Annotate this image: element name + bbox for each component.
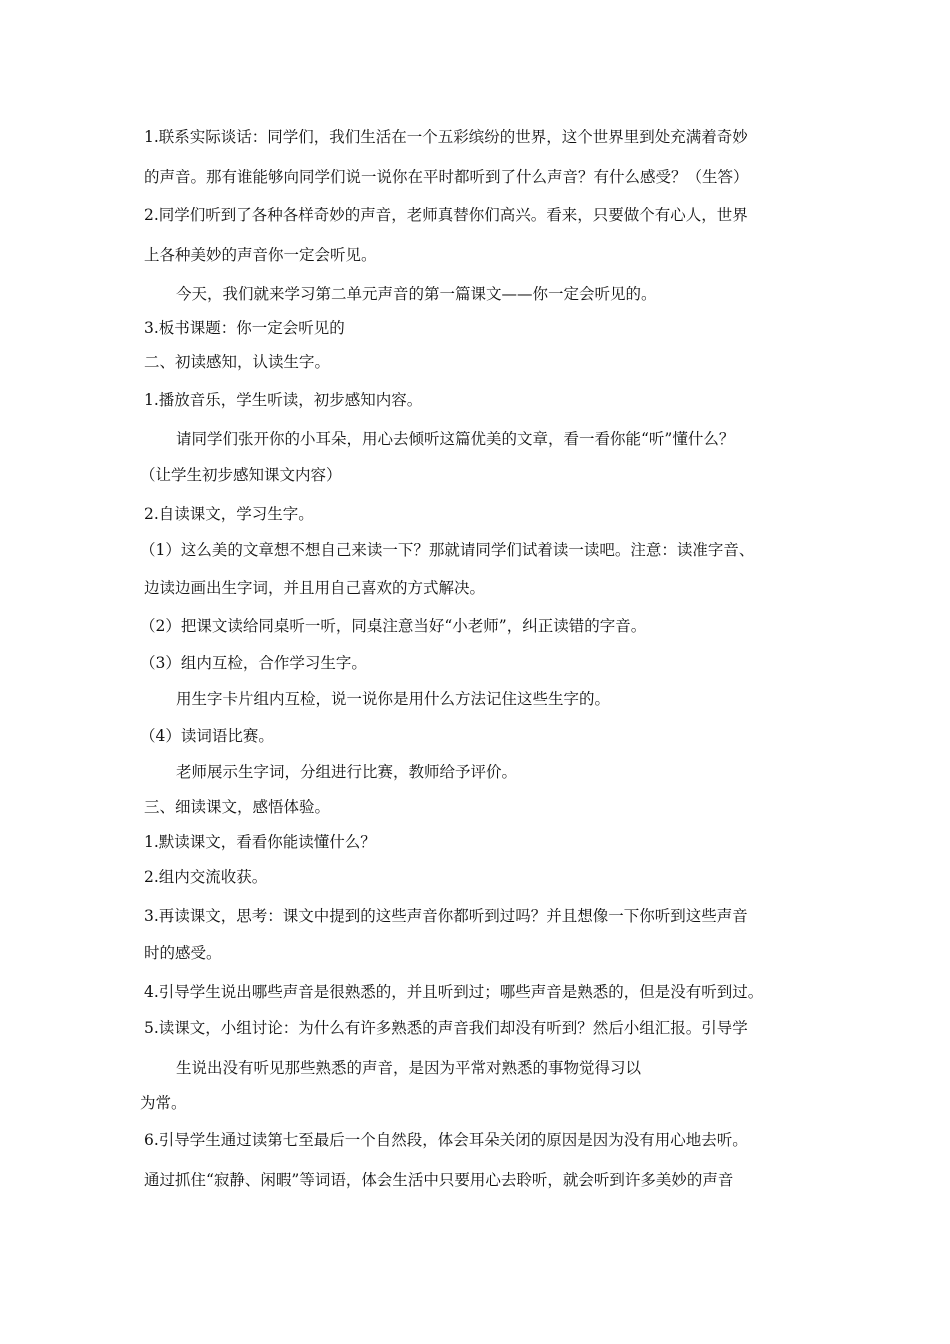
text-line-6: 3.板书课题：你一定会听见的 — [144, 319, 345, 337]
text-line-27: 为常。 — [140, 1094, 187, 1112]
text-line-22: 3.再读课文，思考：课文中提到的这些声音你都听到过吗？并且想像一下你听到这些声音 — [144, 907, 748, 925]
text-line-25: 5.读课文，小组讨论：为什么有许多熟悉的声音我们却没有听到？然后小组汇报。引导学 — [144, 1019, 748, 1037]
text-line-9: 请同学们张开你的小耳朵，用心去倾听这篇优美的文章，看一看你能“听”懂什么？ — [176, 430, 735, 448]
text-line-5: 今天，我们就来学习第二单元声音的第一篇课文——你一定会听见的。 — [176, 285, 657, 303]
text-line-13: 边读边画出生字词，并且用自己喜欢的方式解决。 — [144, 579, 486, 597]
text-line-10: （让学生初步感知课文内容） — [140, 466, 342, 484]
text-line-23: 时的感受。 — [144, 944, 222, 962]
section-heading-2: 二、初读感知，认读生字。 — [144, 353, 331, 371]
text-line-20: 1.默读课文，看看你能读懂什么？ — [144, 833, 376, 851]
text-line-12: （1）这么美的文章想不想自己来读一下？那就请同学们试着读一读吧。注意：读准字音、 — [140, 541, 755, 559]
text-line-21: 2.组内交流收获。 — [144, 868, 268, 886]
text-line-28: 6.引导学生通过读第七至最后一个自然段，体会耳朵关闭的原因是因为没有用心地去听。 — [144, 1131, 748, 1149]
text-line-14: （2）把课文读给同桌听一听，同桌注意当好“小老师”，纠正读错的字音。 — [140, 617, 647, 635]
text-line-29: 通过抓住“寂静、闲暇”等词语，体会生活中只要用心去聆听，就会听到许多美妙的声音 — [144, 1171, 734, 1189]
text-line-2: 的声音。那有谁能够向同学们说一说你在平时都听到了什么声音？有什么感受？（生答） — [144, 168, 749, 186]
text-line-3: 2.同学们听到了各种各样奇妙的声音，老师真替你们高兴。看来，只要做个有心人，世界 — [144, 206, 748, 224]
text-line-8: 1.播放音乐，学生听读，初步感知内容。 — [144, 391, 423, 409]
text-line-11: 2.自读课文，学习生字。 — [144, 505, 314, 523]
text-line-24: 4.引导学生说出哪些声音是很熟悉的，并且听到过；哪些声音是熟悉的，但是没有听到过。 — [144, 983, 764, 1001]
text-line-1: 1.联系实际谈话：同学们，我们生活在一个五彩缤纷的世界，这个世界里到处充满着奇妙 — [144, 128, 748, 146]
text-line-4: 上各种美妙的声音你一定会听见。 — [144, 246, 377, 264]
text-line-17: （4）读词语比赛。 — [140, 727, 274, 745]
section-heading-3: 三、细读课文，感悟体验。 — [144, 798, 331, 816]
text-line-26: 生说出没有听见那些熟悉的声音，是因为平常对熟悉的事物觉得习以 — [176, 1059, 642, 1077]
text-line-18: 老师展示生字词，分组进行比赛，教师给予评价。 — [176, 763, 518, 781]
text-line-15: （3）组内互检，合作学习生字。 — [140, 654, 367, 672]
text-line-16: 用生字卡片组内互检，说一说你是用什么方法记住这些生字的。 — [176, 690, 611, 708]
